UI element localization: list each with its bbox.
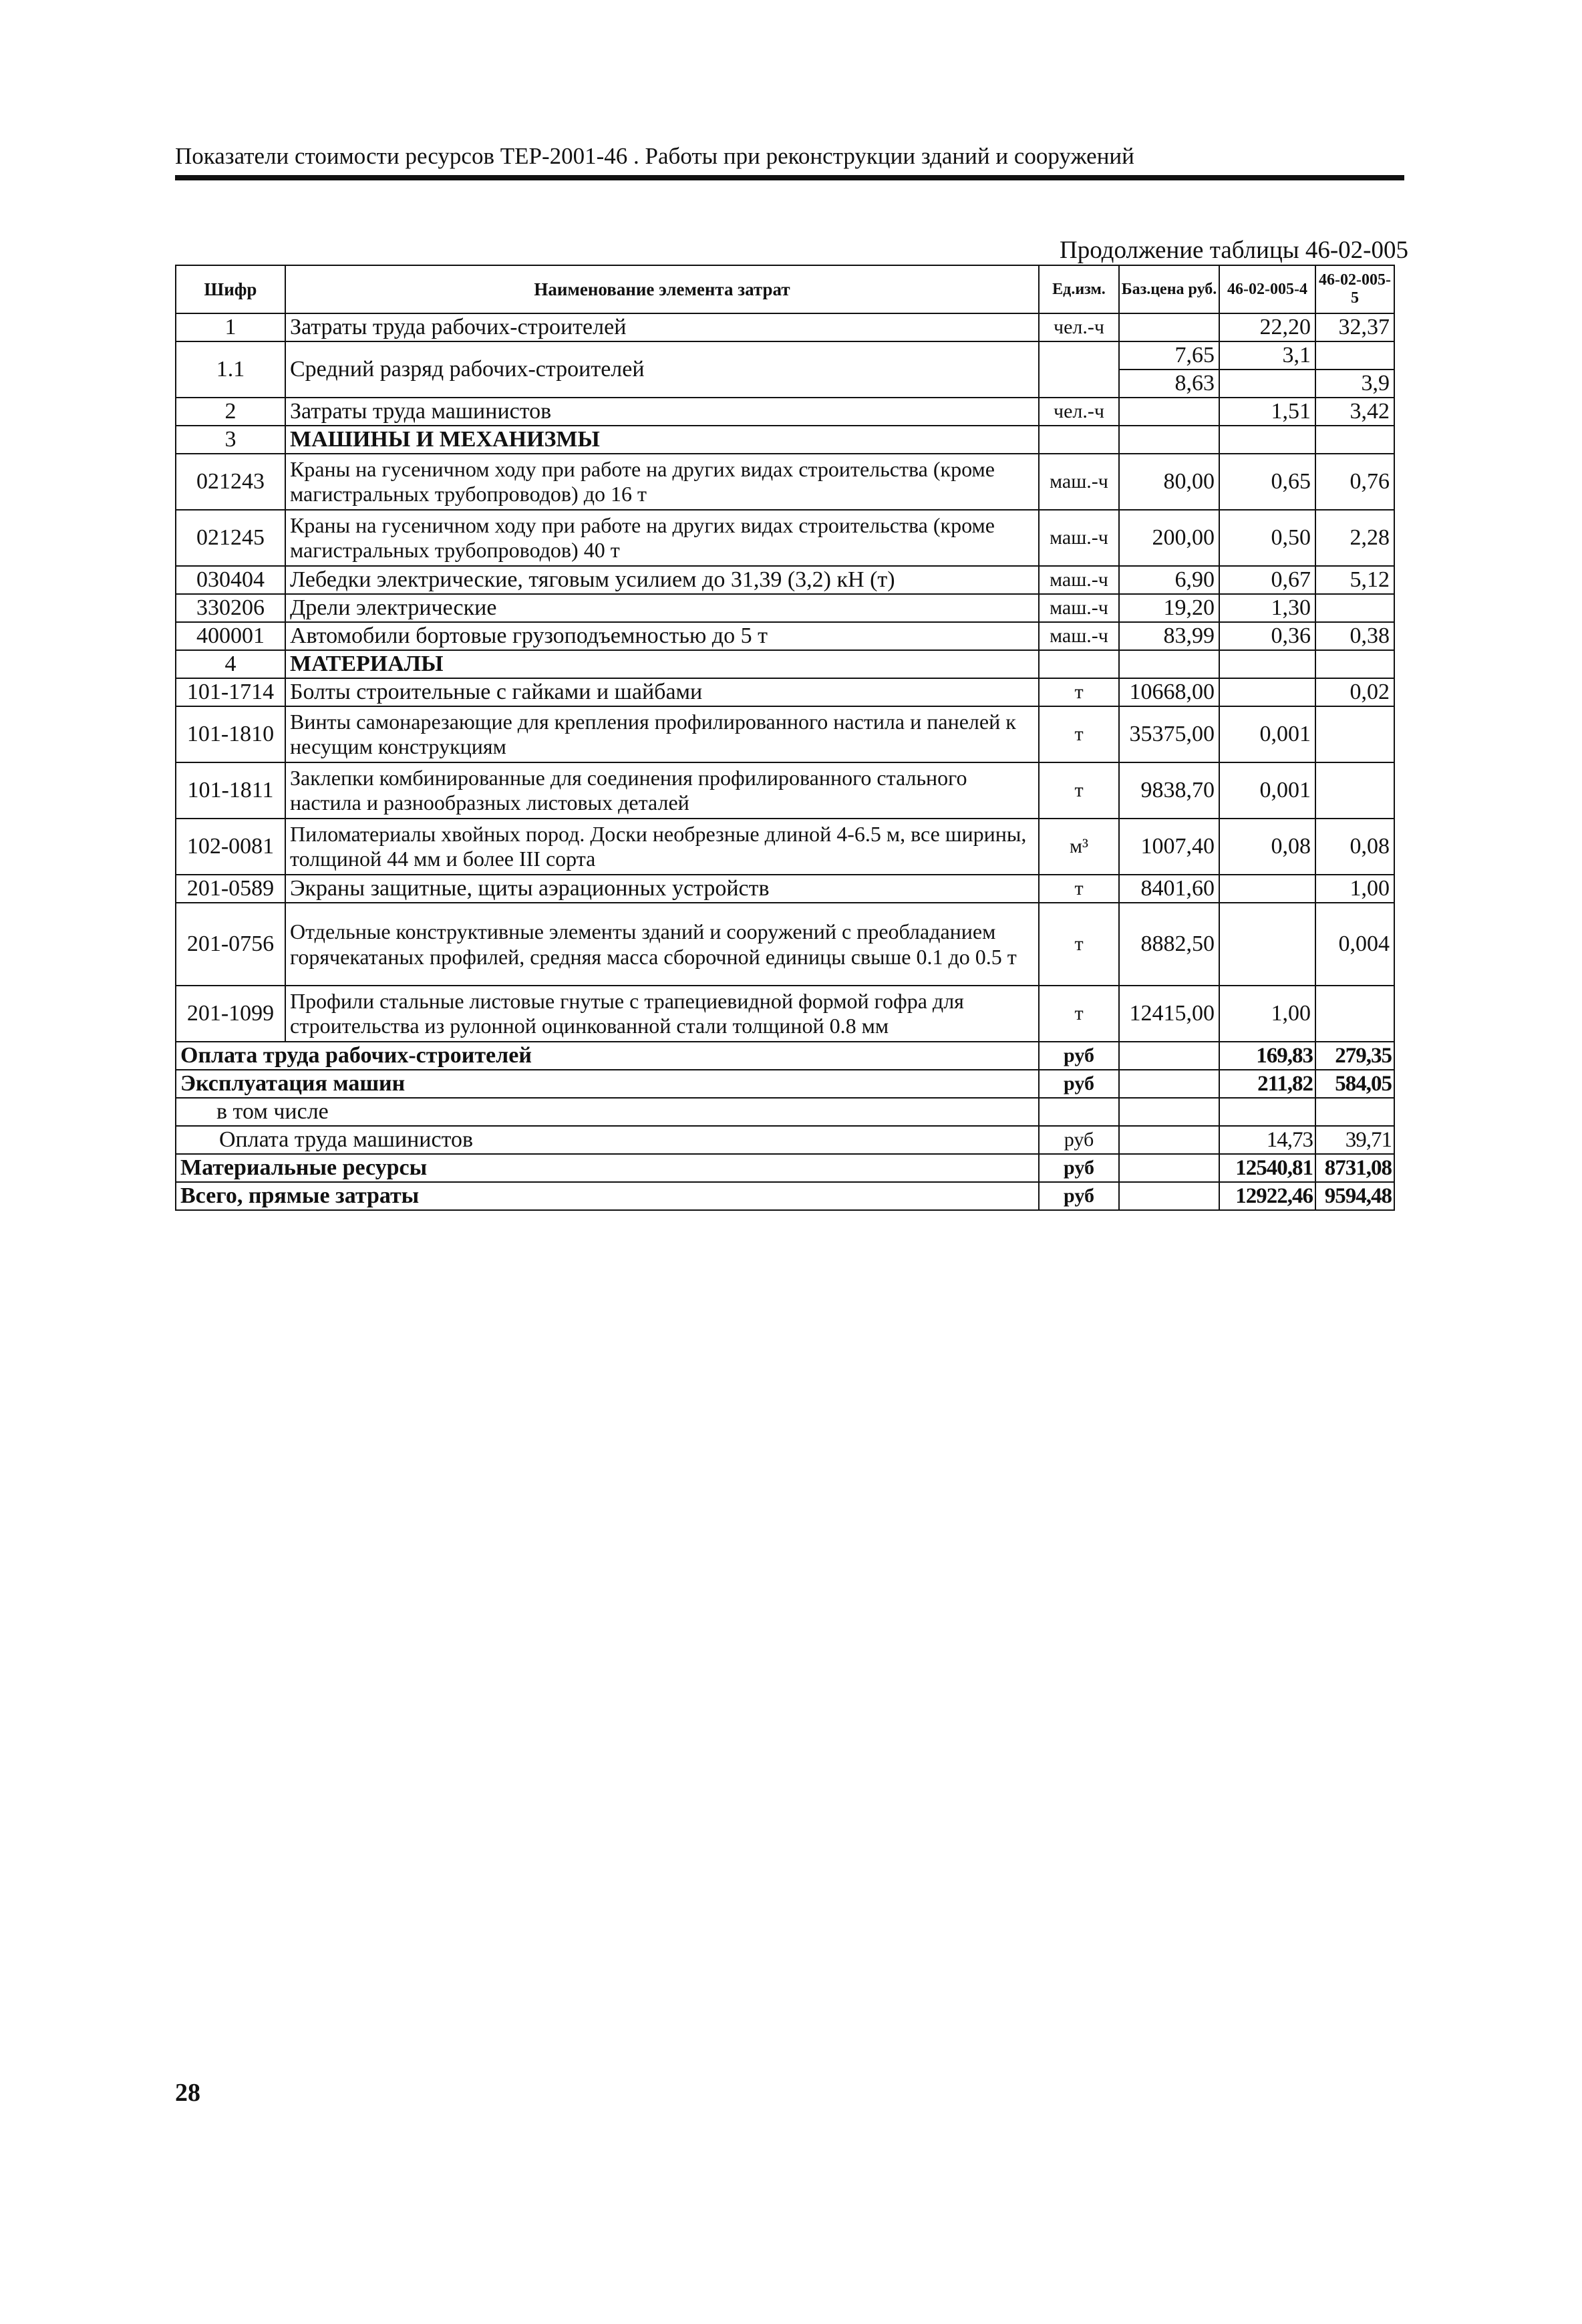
summary-unit: руб <box>1039 1154 1119 1182</box>
row-unit: т <box>1039 706 1119 762</box>
table-row <box>176 986 1394 1042</box>
row-code: 201-0589 <box>176 875 285 903</box>
row-base-price: 200,00 <box>1119 510 1219 566</box>
table-continuation-caption: Продолжение таблицы 46-02-005 <box>1060 237 1408 264</box>
row-value-a <box>1219 903 1315 986</box>
row-unit: маш.-ч <box>1039 510 1119 566</box>
row-base-price: 35375,00 <box>1119 706 1219 762</box>
row-name: Экраны защитные, щиты аэрационных устройств <box>285 875 1039 903</box>
section-title: МАТЕРИАЛЫ <box>285 650 1039 678</box>
row-value-b <box>1315 341 1394 370</box>
row-unit: м³ <box>1039 819 1119 875</box>
row-value-a: 0,67 <box>1219 566 1315 594</box>
row-base-price: 8,63 <box>1119 370 1219 398</box>
row-name: Пиломатериалы хвойных пород. Доски необрезные длиной 4-6.5 м, все ширины, толщиной 44 мм и более III сорта <box>285 819 1039 875</box>
row-value-a: 0,65 <box>1219 454 1315 510</box>
table-row <box>176 762 1394 819</box>
summary-label: Оплата труда рабочих-строителей <box>176 1042 1039 1070</box>
section-row <box>176 650 1394 678</box>
summary-label: Эксплуатация машин <box>176 1070 1039 1098</box>
row-unit: т <box>1039 986 1119 1042</box>
row-value-a: 0,001 <box>1219 762 1315 819</box>
row-value-a: 0,001 <box>1219 706 1315 762</box>
resource-cost-table <box>175 265 1395 1211</box>
table-row <box>176 678 1394 706</box>
table-row <box>176 566 1394 594</box>
row-base-price: 19,20 <box>1119 594 1219 622</box>
table-row <box>176 819 1394 875</box>
row-value-a: 22,20 <box>1219 313 1315 341</box>
row-unit: т <box>1039 903 1119 986</box>
row-value-b <box>1315 706 1394 762</box>
row-base-price: 12415,00 <box>1119 986 1219 1042</box>
summary-label: Оплата труда машинистов <box>176 1126 1039 1154</box>
summary-row <box>176 1098 1394 1126</box>
row-name: Краны на гусеничном ходу при работе на других видах строительства (кроме магистральных трубопроводов) 40 т <box>285 510 1039 566</box>
table-row <box>176 903 1394 986</box>
row-base-price: 7,65 <box>1119 341 1219 370</box>
row-base-price: 8882,50 <box>1119 903 1219 986</box>
summary-value-b: 39,71 <box>1315 1126 1394 1154</box>
row-name: Затраты труда рабочих-строителей <box>285 313 1039 341</box>
row-unit: маш.-ч <box>1039 454 1119 510</box>
row-unit: маш.-ч <box>1039 622 1119 650</box>
row-value-a <box>1219 875 1315 903</box>
row-name: Отдельные конструктивные элементы зданий и сооружений с преобладанием горячекатаных профилей, средняя масса сборочной единицы свыше 0.1 до 0.5 т <box>285 903 1039 986</box>
summary-label: в том числе <box>176 1098 1039 1126</box>
summary-value-b: 279,35 <box>1315 1042 1394 1070</box>
summary-unit: руб <box>1039 1182 1119 1210</box>
row-base-price: 8401,60 <box>1119 875 1219 903</box>
row-base-price: 1007,40 <box>1119 819 1219 875</box>
row-name: Профили стальные листовые гнутые с трапециевидной формой гофра для строительства из рулонной оцинкованной стали толщиной 0.8 мм <box>285 986 1039 1042</box>
row-base-price: 9838,70 <box>1119 762 1219 819</box>
table-header-row <box>176 265 1394 313</box>
row-code: 101-1714 <box>176 678 285 706</box>
row-base-price: 6,90 <box>1119 566 1219 594</box>
column-header-unit: Ед.изм. <box>1039 265 1119 313</box>
summary-label: Материальные ресурсы <box>176 1154 1039 1182</box>
row-value-b <box>1315 762 1394 819</box>
column-header-base-price: Баз.цена руб. <box>1119 265 1219 313</box>
table-row <box>176 594 1394 622</box>
summary-value-a: 14,73 <box>1219 1126 1315 1154</box>
row-name: Винты самонарезающие для крепления профилированного настила и панелей к несущим конструкциям <box>285 706 1039 762</box>
summary-value-a: 169,83 <box>1219 1042 1315 1070</box>
row-code: 400001 <box>176 622 285 650</box>
table-row <box>176 510 1394 566</box>
summary-row <box>176 1154 1394 1182</box>
row-name: Болты строительные с гайками и шайбами <box>285 678 1039 706</box>
header-rule <box>175 175 1404 180</box>
table-row <box>176 875 1394 903</box>
row-unit: т <box>1039 678 1119 706</box>
row-code: 1 <box>176 313 285 341</box>
summary-value-a: 12922,46 <box>1219 1182 1315 1210</box>
summary-unit: руб <box>1039 1042 1119 1070</box>
row-value-b: 0,08 <box>1315 819 1394 875</box>
row-name: Заклепки комбинированные для соединения профилированного стального настила и разнообразных листовых деталей <box>285 762 1039 819</box>
row-value-b: 5,12 <box>1315 566 1394 594</box>
row-name: Лебедки электрические, тяговым усилием до 31,39 (3,2) кН (т) <box>285 566 1039 594</box>
row-value-b: 3,9 <box>1315 370 1394 398</box>
summary-value-b: 9594,48 <box>1315 1182 1394 1210</box>
table-row <box>176 313 1394 341</box>
row-base-price <box>1119 398 1219 426</box>
summary-row <box>176 1042 1394 1070</box>
summary-unit: руб <box>1039 1070 1119 1098</box>
row-code: 021243 <box>176 454 285 510</box>
table-row <box>176 454 1394 510</box>
page-number: 28 <box>175 2079 200 2107</box>
row-unit: маш.-ч <box>1039 566 1119 594</box>
table-row <box>176 341 1394 370</box>
table-row <box>176 706 1394 762</box>
row-name: Средний разряд рабочих-строителей <box>285 341 1039 398</box>
section-code: 3 <box>176 426 285 454</box>
summary-value-a: 12540,81 <box>1219 1154 1315 1182</box>
row-base-price: 83,99 <box>1119 622 1219 650</box>
row-value-a <box>1219 370 1315 398</box>
summary-row <box>176 1182 1394 1210</box>
column-header-name: Наименование элемента затрат <box>285 265 1039 313</box>
row-value-b: 0,004 <box>1315 903 1394 986</box>
page-header-title: Показатели стоимости ресурсов ТЕР-2001-46 . Работы при реконструкции зданий и сооружений <box>175 143 1134 169</box>
row-value-b: 0,38 <box>1315 622 1394 650</box>
summary-value-b: 584,05 <box>1315 1070 1394 1098</box>
row-value-a: 0,36 <box>1219 622 1315 650</box>
row-unit: т <box>1039 762 1119 819</box>
summary-row <box>176 1126 1394 1154</box>
column-header-code: Шифр <box>176 265 285 313</box>
row-value-a: 0,50 <box>1219 510 1315 566</box>
row-code: 330206 <box>176 594 285 622</box>
section-row <box>176 426 1394 454</box>
row-unit <box>1039 341 1119 398</box>
column-header-46-02-005-5: 46-02-005-5 <box>1315 265 1394 313</box>
summary-unit: руб <box>1039 1126 1119 1154</box>
row-unit: чел.-ч <box>1039 313 1119 341</box>
row-unit: маш.-ч <box>1039 594 1119 622</box>
row-value-b: 3,42 <box>1315 398 1394 426</box>
row-value-a: 1,00 <box>1219 986 1315 1042</box>
row-code: 102-0081 <box>176 819 285 875</box>
row-value-b <box>1315 986 1394 1042</box>
row-name: Краны на гусеничном ходу при работе на других видах строительства (кроме магистральных трубопроводов) до 16 т <box>285 454 1039 510</box>
row-code: 2 <box>176 398 285 426</box>
row-code: 201-0756 <box>176 903 285 986</box>
summary-value-b: 8731,08 <box>1315 1154 1394 1182</box>
row-name: Затраты труда машинистов <box>285 398 1039 426</box>
row-code: 101-1811 <box>176 762 285 819</box>
summary-row <box>176 1070 1394 1098</box>
table-row <box>176 622 1394 650</box>
row-base-price: 10668,00 <box>1119 678 1219 706</box>
row-base-price <box>1119 313 1219 341</box>
column-header-46-02-005-4: 46-02-005-4 <box>1219 265 1315 313</box>
row-name: Дрели электрические <box>285 594 1039 622</box>
table-row <box>176 398 1394 426</box>
row-code: 101-1810 <box>176 706 285 762</box>
row-name: Автомобили бортовые грузоподъемностью до 5 т <box>285 622 1039 650</box>
row-unit: т <box>1039 875 1119 903</box>
row-code: 1.1 <box>176 341 285 398</box>
row-base-price: 80,00 <box>1119 454 1219 510</box>
section-code: 4 <box>176 650 285 678</box>
row-value-b: 2,28 <box>1315 510 1394 566</box>
row-value-b: 1,00 <box>1315 875 1394 903</box>
row-code: 030404 <box>176 566 285 594</box>
summary-label: Всего, прямые затраты <box>176 1182 1039 1210</box>
row-value-a: 3,1 <box>1219 341 1315 370</box>
row-value-a <box>1219 678 1315 706</box>
row-code: 021245 <box>176 510 285 566</box>
row-value-b: 32,37 <box>1315 313 1394 341</box>
row-value-a: 0,08 <box>1219 819 1315 875</box>
row-value-b <box>1315 594 1394 622</box>
row-unit: чел.-ч <box>1039 398 1119 426</box>
row-value-b: 0,76 <box>1315 454 1394 510</box>
row-code: 201-1099 <box>176 986 285 1042</box>
row-value-a: 1,51 <box>1219 398 1315 426</box>
row-value-b: 0,02 <box>1315 678 1394 706</box>
section-title: МАШИНЫ И МЕХАНИЗМЫ <box>285 426 1039 454</box>
summary-value-a: 211,82 <box>1219 1070 1315 1098</box>
row-value-a: 1,30 <box>1219 594 1315 622</box>
